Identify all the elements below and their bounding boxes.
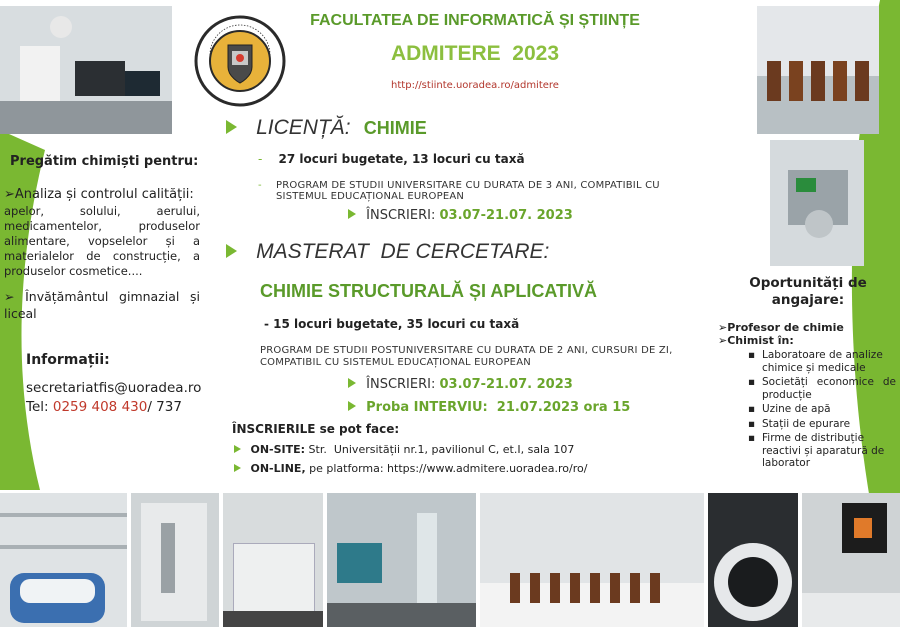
online-platform[interactable]: pe platforma: https://www.admitere.uoradea.ro/ro/ (305, 462, 588, 475)
analysis-text: apelor, solului, aerului, medicamentelor, produselor alimentare, vopselelor și a materialelor de construcție, a produselor cosmetice.... (4, 204, 200, 278)
lab-photo-top-left (0, 6, 172, 134)
triangle-bullet-icon (234, 445, 241, 453)
licenta-heading (226, 116, 427, 140)
licenta-enroll (348, 208, 573, 223)
lab-photo-mid-right (770, 140, 864, 266)
licenta-program: PROGRAM DE STUDII UNIVERSITARE CU DURATA DE 3 ANI, COMPATIBIL CU SISTEMUL EDUCAȚIONAL EUROPEAN (276, 180, 660, 202)
phone-label: Tel: (26, 399, 53, 415)
masterat-heading (226, 240, 549, 264)
masterat-interview-text: Proba INTERVIU: 21.07.2023 ora 15 (366, 400, 631, 415)
licenta-label: LICENȚĂ: (256, 116, 351, 139)
masterat-interview (348, 400, 630, 415)
registration-title: ÎNSCRIERILE se pot face: (232, 422, 400, 436)
opportunity-teacher: ➢Profesor de chimie (718, 321, 844, 334)
onsite-label: ON-SITE: (250, 443, 306, 456)
online-label: ON-LINE, (250, 462, 306, 475)
triangle-bullet-icon (348, 378, 356, 388)
university-seal-logo (194, 15, 286, 107)
licenta-places: 27 locuri bugetate, 13 locuri cu taxă (278, 152, 525, 166)
analysis-title: ➢Analiza și controlul calității: (4, 187, 194, 202)
lab-photo-bottom-2 (131, 493, 219, 627)
triangle-bullet-icon (234, 464, 241, 472)
masterat-subject: CHIMIE STRUCTURALĂ ȘI APLICATIVĂ (260, 281, 597, 301)
triangle-bullet-icon (226, 120, 237, 134)
licenta-places-row (258, 152, 525, 166)
registration-onsite (234, 443, 574, 456)
masterat-label: MASTERAT DE CERCETARE: (256, 240, 550, 263)
registration-online (234, 462, 587, 475)
contact-phone (26, 399, 182, 415)
masterat-enroll-label: ÎNSCRIERI: (366, 377, 436, 392)
masterat-enroll (348, 377, 573, 392)
list-item: ▪ Stații de epurare (762, 418, 896, 431)
lab-photo-bottom-4 (327, 493, 476, 627)
opportunity-chemist: ➢Chimist în: (718, 334, 794, 347)
licenta-enroll-label: ÎNSCRIERI: (366, 208, 436, 223)
masterat-places: - 15 locuri bugetate, 35 locuri cu taxă (264, 317, 520, 331)
lab-photo-bottom-6 (708, 493, 798, 627)
lab-photo-bottom-1 (0, 493, 127, 627)
masterat-program: PROGRAM DE STUDII POSTUNIVERSITARE CU DURATA DE 2 ANI, CURSURI DE ZI, COMPATIBIL CU SISTEMUL EDUCAȚIONAL EUROPEAN (260, 345, 673, 368)
lab-photo-bottom-3 (223, 493, 323, 627)
licenta-subject: CHIMIE (363, 118, 427, 138)
licenta-enroll-dates: 03.07-21.07. 2023 (439, 208, 573, 223)
list-item: ▪ Uzine de apă (762, 403, 896, 416)
admission-title: ADMITERE 2023 (390, 42, 560, 65)
phone-ext: / 737 (147, 399, 182, 415)
admission-url[interactable]: http://stiinte.uoradea.ro/admitere (391, 80, 559, 91)
onsite-address: Str. Universității nr.1, pavilionul C, et.I, sala 107 (305, 443, 575, 456)
dash-bullet-icon: - (258, 180, 262, 191)
masterat-enroll-dates: 03.07-21.07. 2023 (439, 377, 573, 392)
contact-email[interactable]: secretariatfis@uoradea.ro (26, 380, 202, 396)
lab-photo-top-right (757, 6, 879, 134)
list-item: ▪ Societăți economice de producție (762, 376, 896, 401)
triangle-bullet-icon (348, 209, 356, 219)
prepare-title: Pregătim chimiști pentru: (10, 154, 199, 169)
list-item: ▪ Firme de distribuție reactivi și aparatură de laborator (762, 432, 896, 470)
licenta-program-row (258, 180, 708, 202)
opportunity-sublist (762, 349, 896, 470)
lab-photo-bottom-5 (480, 493, 704, 627)
faculty-title: FACULTATEA DE INFORMATICĂ ȘI ȘTIINȚE (310, 12, 640, 29)
list-item: ▪ Laboratoare de analize chimice și medicale (762, 349, 896, 374)
dash-bullet-icon: - (258, 152, 263, 166)
lab-photo-bottom-7 (802, 493, 900, 627)
info-title: Informații: (26, 352, 110, 368)
triangle-bullet-icon (348, 401, 356, 411)
education-item: ➢ Învățământul gimnazial și liceal (4, 289, 200, 321)
opportunities-title: Oportunități de angajare: (749, 275, 867, 308)
phone-number[interactable]: 0259 408 430 (52, 399, 148, 415)
triangle-bullet-icon (226, 244, 237, 258)
